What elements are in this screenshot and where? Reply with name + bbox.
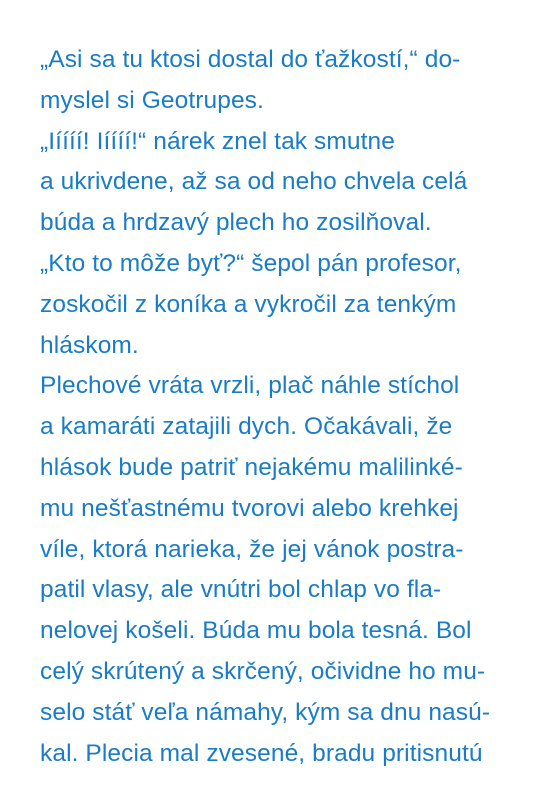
text-line: a kamaráti zatajili dych. Očakávali, že — [40, 413, 453, 441]
text-line: „Kto to môže byť?“ šepol pán profesor, — [40, 249, 462, 277]
text-line: a ukrivdene, až sa od neho chvela celá — [40, 168, 468, 196]
text-line: selo stáť veľa námahy, kým sa dnu nasú- — [40, 698, 491, 726]
text-body — [40, 40, 540, 774]
text-line: búda a hrdzavý plech ho zosilňoval. — [40, 209, 432, 237]
text-line: Plechové vráta vrzli, plač náhle stíchol — [40, 372, 460, 400]
text-line: hlások bude patriť nejakému malilinké- — [40, 453, 463, 481]
text-line: kal. Plecia mal zvesené, bradu pritisnutú — [40, 739, 483, 767]
text-line: „Asi sa tu ktosi dostal do ťažkostí,“ do- — [40, 46, 461, 73]
text-line: nelovej košeli. Búda mu bola tesná. Bol — [40, 617, 472, 645]
text-line: víle, ktorá narieka, že jej vánok postra- — [40, 535, 464, 563]
text-line: patil vlasy, ale vnútri bol chlap vo fla- — [40, 576, 442, 604]
text-line: myslel si Geotrupes. — [40, 86, 264, 114]
text-line: „Iíííí! Iíííí!“ nárek znel tak smutne — [40, 127, 395, 155]
text-line: hláskom. — [40, 331, 139, 359]
text-line: celý skrútený a skrčený, očividne ho mu- — [40, 657, 486, 685]
text-line: mu nešťastnému tvorovi alebo krehkej — [40, 494, 459, 522]
text-line: zoskočil z koníka a vykročil za tenkým — [40, 290, 457, 318]
